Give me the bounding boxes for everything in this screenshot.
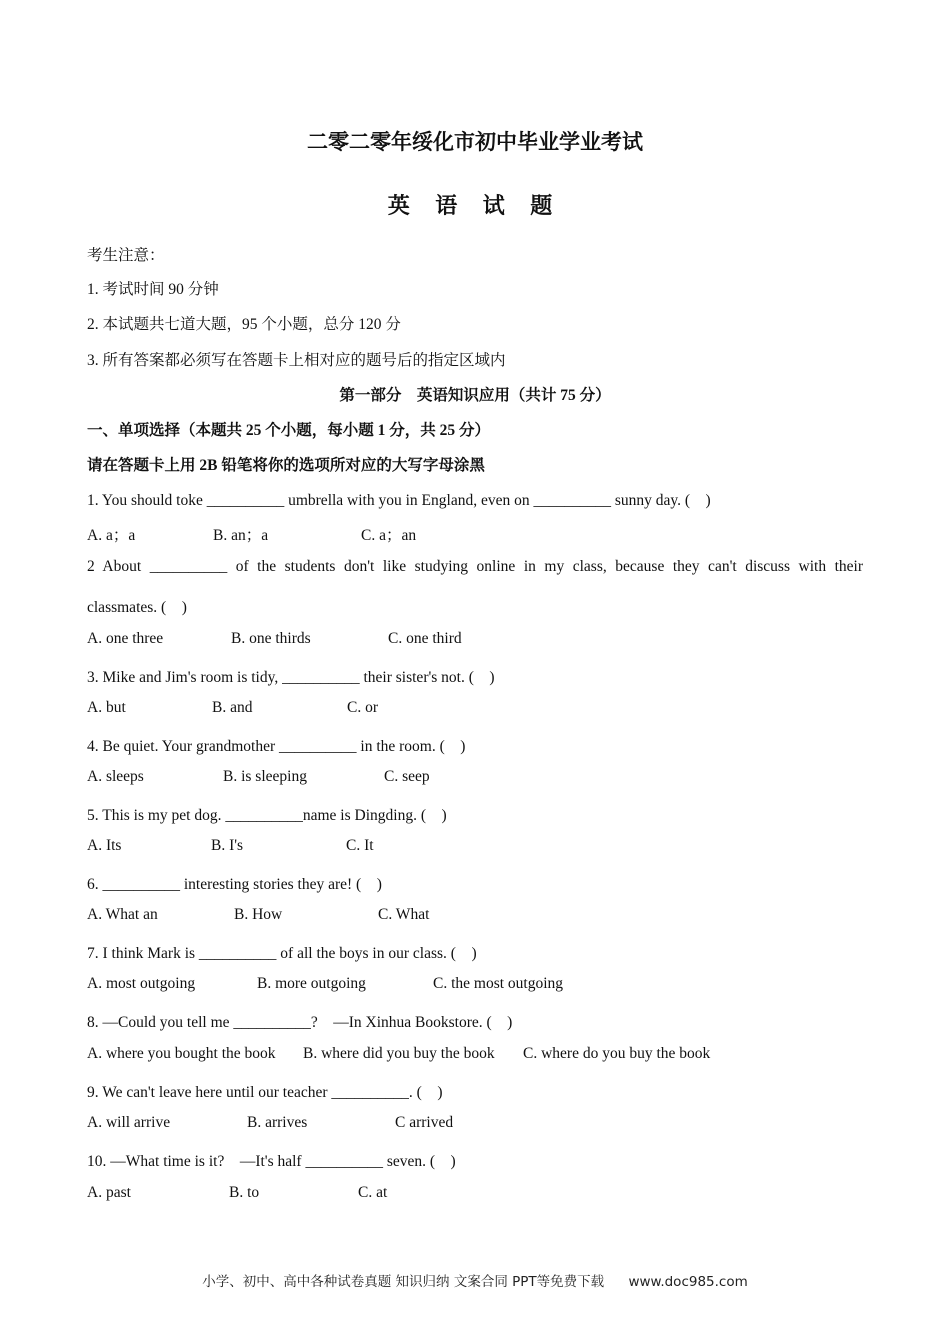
option-a: A. will arrive [87,1114,171,1131]
notice-heading: 考生注意： [87,247,165,264]
question-stem: 8. —Could you tell me __________? —In Xinhua Bookstore. ( ) [87,1014,513,1031]
option-b: B. is sleeping [223,768,307,785]
notice-item: 1. 考试时间 90 分钟 [87,281,219,298]
option-a: A. What an [87,906,158,923]
option-c: C. at [358,1184,388,1201]
footer-link[interactable]: www.doc985.com [628,1274,748,1290]
footer-text: 小学、初中、高中各种试卷真题 知识归纳 文案合同 PPT等免费下载 [202,1274,605,1290]
option-c: C. where do you buy the book [523,1045,711,1062]
option-c: C. What [378,906,430,923]
option-b: B. one thirds [231,630,311,647]
page-footer [0,1270,950,1290]
option-c: C. seep [384,768,430,785]
option-c: C arrived [395,1114,454,1131]
notice-item: 2. 本试题共七道大题，95 个小题，总分 120 分 [87,316,401,333]
option-a: A. one three [87,630,164,647]
question-stem: 6. __________ interesting stories they are! ( ) [87,876,382,893]
question-stem: 4. Be quiet. Your grandmother __________ in the room. ( ) [87,738,466,755]
option-b: B. arrives [247,1114,308,1131]
option-a: A. sleeps [87,768,144,785]
question-stem: 9. We can't leave here until our teacher __________. ( ) [87,1084,443,1101]
option-b: B. How [234,906,283,923]
option-c: C. one third [388,630,462,647]
question-stem-continued: classmates. ( ) [87,599,187,616]
question-stem: 10. —What time is it? —It's half __________ seven. ( ) [87,1153,456,1170]
question-stem: 3. Mike and Jim's room is tidy, __________ their sister's not. ( ) [87,669,495,686]
notice-item: 3. 所有答案都必须写在答题卡上相对应的题号后的指定区域内 [87,352,506,369]
option-b: B. where did you buy the book [303,1045,495,1062]
question-stem: 5. This is my pet dog. __________name is Dingding. ( ) [87,807,447,824]
option-a: A. most outgoing [87,975,196,992]
option-a: A. past [87,1184,131,1201]
option-a: A. where you bought the book [87,1045,276,1062]
option-b: B. I's [211,837,244,854]
question-stem: 1. You should toke __________ umbrella with you in England, even on __________ sunny day. ( ) [87,492,711,509]
section-instruction: 请在答题卡上用 2B 铅笔将你的选项所对应的大写字母涂黑 [87,457,485,474]
option-b: B. more outgoing [257,975,366,992]
question-stem: 7. I think Mark is __________ of all the boys in our class. ( ) [87,945,477,962]
option-c: C. a；an [361,527,417,544]
option-a: A. but [87,699,126,716]
option-b: B. to [229,1184,260,1201]
option-c: C. or [347,699,378,716]
part-title: 第一部分 英语知识应用（共计 75 分） [339,387,611,404]
option-c: C. the most outgoing [433,975,564,992]
option-c: C. It [346,837,374,854]
exam-subtitle: 英 语 试 题 [387,193,563,218]
option-b: B. an；a [213,527,269,544]
exam-title: 二零二零年绥化市初中毕业学业考试 [307,130,643,154]
section-title: 一、单项选择（本题共 25 个小题，每小题 1 分，共 25 分） [87,422,491,439]
question-stem: 2 About __________ of the students don't like studying online in my class, because they can't discuss with their [87,558,863,575]
option-a: A. Its [87,837,122,854]
option-b: B. and [212,699,253,716]
option-a: A. a；a [87,527,136,544]
